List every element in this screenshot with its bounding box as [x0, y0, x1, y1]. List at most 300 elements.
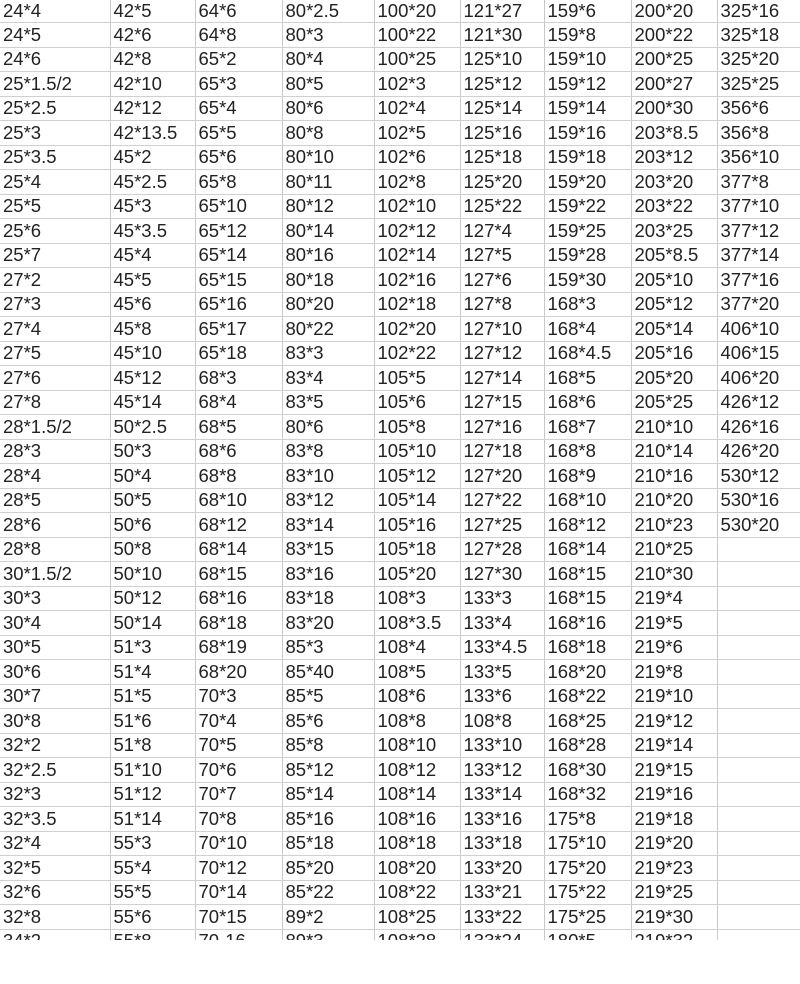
table-cell: 24*6	[0, 47, 110, 72]
table-cell: 85*6	[282, 709, 374, 734]
table-cell: 65*10	[195, 194, 282, 219]
table-cell: 159*8	[544, 23, 631, 48]
table-cell: 27*2	[0, 268, 110, 293]
table-cell: 219*18	[631, 807, 717, 832]
table-cell: 68*19	[195, 635, 282, 660]
table-row	[0, 635, 800, 660]
table-cell: 125*18	[460, 145, 544, 170]
table-cell: 127*4	[460, 219, 544, 244]
table-cell: 27*8	[0, 390, 110, 415]
table-cell: 32*2	[0, 733, 110, 758]
table-cell: 25*3.5	[0, 145, 110, 170]
table-cell: 205*8.5	[631, 243, 717, 268]
table-cell: 24*5	[0, 23, 110, 48]
table-cell: 50*5	[110, 488, 195, 513]
table-cell: 89*2	[282, 905, 374, 930]
table-cell: 125*14	[460, 96, 544, 121]
table-cell: 325*20	[717, 47, 800, 72]
table-cell: 65*8	[195, 170, 282, 195]
table-cell: 168*4.5	[544, 341, 631, 366]
table-cell: 102*8	[374, 170, 460, 195]
table-cell: 85*16	[282, 807, 374, 832]
table-cell: 133*20	[460, 856, 544, 881]
table-cell: 105*5	[374, 366, 460, 391]
table-cell: 168*30	[544, 758, 631, 783]
table-cell: 102*22	[374, 341, 460, 366]
table-cell: 83*12	[282, 488, 374, 513]
table-cell: 127*18	[460, 439, 544, 464]
table-cell: 80*12	[282, 194, 374, 219]
table-cell: 51*5	[110, 684, 195, 709]
table-cell: 50*12	[110, 586, 195, 611]
table-cell: 159*20	[544, 170, 631, 195]
table-cell: 45*12	[110, 366, 195, 391]
table-cell: 83*5	[282, 390, 374, 415]
table-cell: 406*15	[717, 341, 800, 366]
table-cell: 32*8	[0, 905, 110, 930]
table-cell: 70*4	[195, 709, 282, 734]
table-cell: 24*4	[0, 0, 110, 23]
table-cell: 50*10	[110, 562, 195, 587]
table-cell: 159*14	[544, 96, 631, 121]
table-cell: 25*4	[0, 170, 110, 195]
table-cell: 50*6	[110, 513, 195, 538]
table-cell: 133*16	[460, 807, 544, 832]
table-cell: 80*11	[282, 170, 374, 195]
table-cell: 159*28	[544, 243, 631, 268]
table-cell: 377*20	[717, 292, 800, 317]
table-cell: 65*18	[195, 341, 282, 366]
table-row	[0, 0, 800, 23]
table-cell: 125*20	[460, 170, 544, 195]
table-cell: 51*10	[110, 758, 195, 783]
table-cell: 80*5	[282, 72, 374, 97]
table-cell: 51*3	[110, 635, 195, 660]
table-cell: 325*18	[717, 23, 800, 48]
table-cell: 100*25	[374, 47, 460, 72]
table-cell: 530*16	[717, 488, 800, 513]
table-cell: 127*16	[460, 415, 544, 440]
table-cell: 55*6	[110, 905, 195, 930]
table-cell: 85*40	[282, 660, 374, 685]
table-cell: 205*10	[631, 268, 717, 293]
table-cell: 68*15	[195, 562, 282, 587]
table-cell: 219*12	[631, 709, 717, 734]
table-cell: 159*12	[544, 72, 631, 97]
table-cell: 127*8	[460, 292, 544, 317]
table-cell: 102*12	[374, 219, 460, 244]
table-row	[0, 709, 800, 734]
table-row	[0, 439, 800, 464]
table-cell: 102*16	[374, 268, 460, 293]
table-cell: 45*2.5	[110, 170, 195, 195]
table-cell: 42*13.5	[110, 121, 195, 146]
table-row	[0, 586, 800, 611]
table-row	[0, 243, 800, 268]
table-cell: 168*10	[544, 488, 631, 513]
table-cell: 32*6	[0, 880, 110, 905]
table-cell: 121*30	[460, 23, 544, 48]
table-cell: 25*2.5	[0, 96, 110, 121]
table-cell: 200*27	[631, 72, 717, 97]
table-cell: 133*5	[460, 660, 544, 685]
table-cell: 426*20	[717, 439, 800, 464]
table-cell: 80*6	[282, 415, 374, 440]
table-cell: 530*20	[717, 513, 800, 538]
table-cell: 70*8	[195, 807, 282, 832]
table-cell: 133*12	[460, 758, 544, 783]
table-cell: 28*5	[0, 488, 110, 513]
table-cell: 68*14	[195, 537, 282, 562]
table-cell: 377*10	[717, 194, 800, 219]
table-cell: 80*4	[282, 47, 374, 72]
table-cell: 25*3	[0, 121, 110, 146]
table-cell: 133*14	[460, 782, 544, 807]
table-cell: 377*16	[717, 268, 800, 293]
table-cell: 80*8	[282, 121, 374, 146]
table-cell: 42*5	[110, 0, 195, 23]
table-cell: 45*3	[110, 194, 195, 219]
table-cell: 125*12	[460, 72, 544, 97]
table-cell: 205*12	[631, 292, 717, 317]
table-cell: 51*6	[110, 709, 195, 734]
table-cell: 65*3	[195, 72, 282, 97]
table-cell: 105*14	[374, 488, 460, 513]
table-cell: 105*12	[374, 464, 460, 489]
table-cell: 210*14	[631, 439, 717, 464]
table-cell: 25*5	[0, 194, 110, 219]
table-cell: 50*4	[110, 464, 195, 489]
table-cell: 45*14	[110, 390, 195, 415]
table-cell: 65*6	[195, 145, 282, 170]
table-cell: 203*8.5	[631, 121, 717, 146]
table-cell: 68*3	[195, 366, 282, 391]
table-cell	[717, 733, 800, 758]
table-cell: 45*8	[110, 317, 195, 342]
table-cell: 219*25	[631, 880, 717, 905]
table-row	[0, 464, 800, 489]
table-cell: 108*25	[374, 905, 460, 930]
table-cell: 80*3	[282, 23, 374, 48]
table-cell: 70*5	[195, 733, 282, 758]
table-cell: 127*25	[460, 513, 544, 538]
table-cell: 203*25	[631, 219, 717, 244]
table-cell: 85*8	[282, 733, 374, 758]
table-cell: 108*10	[374, 733, 460, 758]
table-cell: 80*22	[282, 317, 374, 342]
table-cell: 219*23	[631, 856, 717, 881]
table-cell: 28*1.5/2	[0, 415, 110, 440]
table-cell: 219*20	[631, 831, 717, 856]
table-cell: 65*12	[195, 219, 282, 244]
table-cell: 210*25	[631, 537, 717, 562]
table-cell: 102*18	[374, 292, 460, 317]
table-cell: 168*5	[544, 366, 631, 391]
table-cell: 102*3	[374, 72, 460, 97]
table-cell: 45*6	[110, 292, 195, 317]
table-cell: 68*10	[195, 488, 282, 513]
table-cell: 55*3	[110, 831, 195, 856]
table-cell: 205*25	[631, 390, 717, 415]
table-cell: 210*10	[631, 415, 717, 440]
table-cell	[717, 562, 800, 587]
table-cell: 27*6	[0, 366, 110, 391]
table-cell: 159*30	[544, 268, 631, 293]
table-row	[0, 72, 800, 97]
table-cell: 200*22	[631, 23, 717, 48]
table-cell: 159*22	[544, 194, 631, 219]
table-cell: 30*1.5/2	[0, 562, 110, 587]
table-cell: 28*4	[0, 464, 110, 489]
table-cell: 30*8	[0, 709, 110, 734]
table-row	[0, 366, 800, 391]
table-cell: 426*16	[717, 415, 800, 440]
table-cell: 377*12	[717, 219, 800, 244]
table-cell: 108*22	[374, 880, 460, 905]
table-cell: 80*18	[282, 268, 374, 293]
table-cell: 45*4	[110, 243, 195, 268]
table-cell: 325*25	[717, 72, 800, 97]
table-cell: 80*2.5	[282, 0, 374, 23]
table-cell: 203*22	[631, 194, 717, 219]
table-row	[0, 341, 800, 366]
table-cell: 83*8	[282, 439, 374, 464]
table-cell: 83*20	[282, 611, 374, 636]
table-cell	[717, 880, 800, 905]
table-cell: 32*4	[0, 831, 110, 856]
table-cell: 127*20	[460, 464, 544, 489]
table-row	[0, 562, 800, 587]
table-cell: 406*20	[717, 366, 800, 391]
table-cell: 65*5	[195, 121, 282, 146]
table-cell: 219*5	[631, 611, 717, 636]
table-cell: 50*2.5	[110, 415, 195, 440]
table-cell: 83*3	[282, 341, 374, 366]
table-row	[0, 807, 800, 832]
table-cell: 70*3	[195, 684, 282, 709]
table-cell	[717, 782, 800, 807]
table-cell: 102*5	[374, 121, 460, 146]
table-cell: 219*14	[631, 733, 717, 758]
table-cell: 159*18	[544, 145, 631, 170]
table-cell: 70*14	[195, 880, 282, 905]
table-cell: 168*15	[544, 562, 631, 587]
table-cell: 70*7	[195, 782, 282, 807]
table-cell: 127*28	[460, 537, 544, 562]
table-cell: 108*12	[374, 758, 460, 783]
table-cell: 105*18	[374, 537, 460, 562]
table-row	[0, 23, 800, 48]
table-cell: 125*16	[460, 121, 544, 146]
table-cell: 175*8	[544, 807, 631, 832]
table-cell: 377*14	[717, 243, 800, 268]
table-cell: 105*6	[374, 390, 460, 415]
table-cell: 168*15	[544, 586, 631, 611]
table-cell: 83*15	[282, 537, 374, 562]
table-cell: 32*2.5	[0, 758, 110, 783]
table-row	[0, 47, 800, 72]
table-cell: 108*4	[374, 635, 460, 660]
table-cell	[717, 709, 800, 734]
table-cell: 175*10	[544, 831, 631, 856]
table-cell: 30*6	[0, 660, 110, 685]
table-cell: 30*7	[0, 684, 110, 709]
table-cell: 168*9	[544, 464, 631, 489]
table-row	[0, 390, 800, 415]
table-cell: 219*15	[631, 758, 717, 783]
table-cell: 108*8	[460, 709, 544, 734]
table-cell: 210*16	[631, 464, 717, 489]
table-row	[0, 145, 800, 170]
table-cell: 219*16	[631, 782, 717, 807]
table-cell: 125*22	[460, 194, 544, 219]
table-row	[0, 660, 800, 685]
table-cell: 68*6	[195, 439, 282, 464]
table-cell: 205*20	[631, 366, 717, 391]
table-cell: 108*3	[374, 586, 460, 611]
table-cell: 83*14	[282, 513, 374, 538]
table-cell: 159*16	[544, 121, 631, 146]
table-cell: 133*4.5	[460, 635, 544, 660]
table-row	[0, 782, 800, 807]
table-cell: 108*6	[374, 684, 460, 709]
table-cell: 27*4	[0, 317, 110, 342]
table-cell	[717, 660, 800, 685]
table-cell: 28*8	[0, 537, 110, 562]
table-cell: 219*4	[631, 586, 717, 611]
table-cell: 203*20	[631, 170, 717, 195]
table-cell: 127*30	[460, 562, 544, 587]
table-cell: 85*5	[282, 684, 374, 709]
table-row	[0, 905, 800, 930]
table-row	[0, 170, 800, 195]
table-cell	[717, 635, 800, 660]
table-cell: 133*18	[460, 831, 544, 856]
table-cell: 28*6	[0, 513, 110, 538]
table-cell: 325*16	[717, 0, 800, 23]
table-cell: 406*10	[717, 317, 800, 342]
table-row	[0, 831, 800, 856]
table-cell: 168*32	[544, 782, 631, 807]
table-cell: 85*22	[282, 880, 374, 905]
table-cell: 51*8	[110, 733, 195, 758]
table-cell: 70*6	[195, 758, 282, 783]
table-row	[0, 488, 800, 513]
table-cell: 133*10	[460, 733, 544, 758]
table-cell: 200*25	[631, 47, 717, 72]
table-cell: 108*20	[374, 856, 460, 881]
table-cell: 100*20	[374, 0, 460, 23]
table-cell: 68*5	[195, 415, 282, 440]
table-cell: 133*21	[460, 880, 544, 905]
table-cell: 356*10	[717, 145, 800, 170]
table-row	[0, 684, 800, 709]
table-cell: 68*20	[195, 660, 282, 685]
table-cell: 64*8	[195, 23, 282, 48]
table-cell: 356*8	[717, 121, 800, 146]
table-cell: 105*16	[374, 513, 460, 538]
table-row	[0, 292, 800, 317]
table-cell: 65*4	[195, 96, 282, 121]
table-cell: 80*10	[282, 145, 374, 170]
table-cell: 159*10	[544, 47, 631, 72]
table-row	[0, 733, 800, 758]
table-cell: 175*22	[544, 880, 631, 905]
table-cell: 85*20	[282, 856, 374, 881]
table-cell: 168*12	[544, 513, 631, 538]
table-cell: 121*27	[460, 0, 544, 23]
table-cell: 168*20	[544, 660, 631, 685]
table-cell	[717, 611, 800, 636]
table-cell: 32*3.5	[0, 807, 110, 832]
table-cell: 32*3	[0, 782, 110, 807]
table-cell: 28*3	[0, 439, 110, 464]
table-cell: 175*25	[544, 905, 631, 930]
table-cell: 50*14	[110, 611, 195, 636]
table-cell: 70*15	[195, 905, 282, 930]
table-cell: 200*30	[631, 96, 717, 121]
table-cell: 105*10	[374, 439, 460, 464]
table-cell: 55*4	[110, 856, 195, 881]
table-row	[0, 268, 800, 293]
table-cell: 168*25	[544, 709, 631, 734]
table-cell: 25*7	[0, 243, 110, 268]
table-cell: 85*18	[282, 831, 374, 856]
table-cell: 27*3	[0, 292, 110, 317]
table-cell	[717, 856, 800, 881]
table-cell: 65*14	[195, 243, 282, 268]
table-cell: 45*10	[110, 341, 195, 366]
table-cell: 102*10	[374, 194, 460, 219]
table-cell: 108*14	[374, 782, 460, 807]
table-cell: 175*20	[544, 856, 631, 881]
table-cell: 32*5	[0, 856, 110, 881]
table-row	[0, 317, 800, 342]
table-cell: 168*14	[544, 537, 631, 562]
table-cell: 50*8	[110, 537, 195, 562]
table-cell: 168*8	[544, 439, 631, 464]
table-row	[0, 880, 800, 905]
table-cell: 168*4	[544, 317, 631, 342]
table-cell: 51*4	[110, 660, 195, 685]
table-cell: 108*8	[374, 709, 460, 734]
table-cell: 30*3	[0, 586, 110, 611]
table-cell: 108*3.5	[374, 611, 460, 636]
table-cell: 108*5	[374, 660, 460, 685]
table-cell: 50*3	[110, 439, 195, 464]
table-cell: 70*10	[195, 831, 282, 856]
table-cell: 100*22	[374, 23, 460, 48]
table-cell: 42*10	[110, 72, 195, 97]
table-cell: 108*16	[374, 807, 460, 832]
table-cell: 127*6	[460, 268, 544, 293]
table-cell: 30*4	[0, 611, 110, 636]
table-cell: 377*8	[717, 170, 800, 195]
table-cell	[717, 586, 800, 611]
table-cell: 159*6	[544, 0, 631, 23]
table-cell: 42*8	[110, 47, 195, 72]
table-cell: 108*18	[374, 831, 460, 856]
blank-margin	[0, 940, 800, 984]
table-cell: 80*6	[282, 96, 374, 121]
table-cell	[717, 684, 800, 709]
table-cell: 133*3	[460, 586, 544, 611]
table-cell: 65*15	[195, 268, 282, 293]
table-cell: 25*1.5/2	[0, 72, 110, 97]
table-cell	[717, 807, 800, 832]
table-cell: 127*14	[460, 366, 544, 391]
table-row	[0, 194, 800, 219]
